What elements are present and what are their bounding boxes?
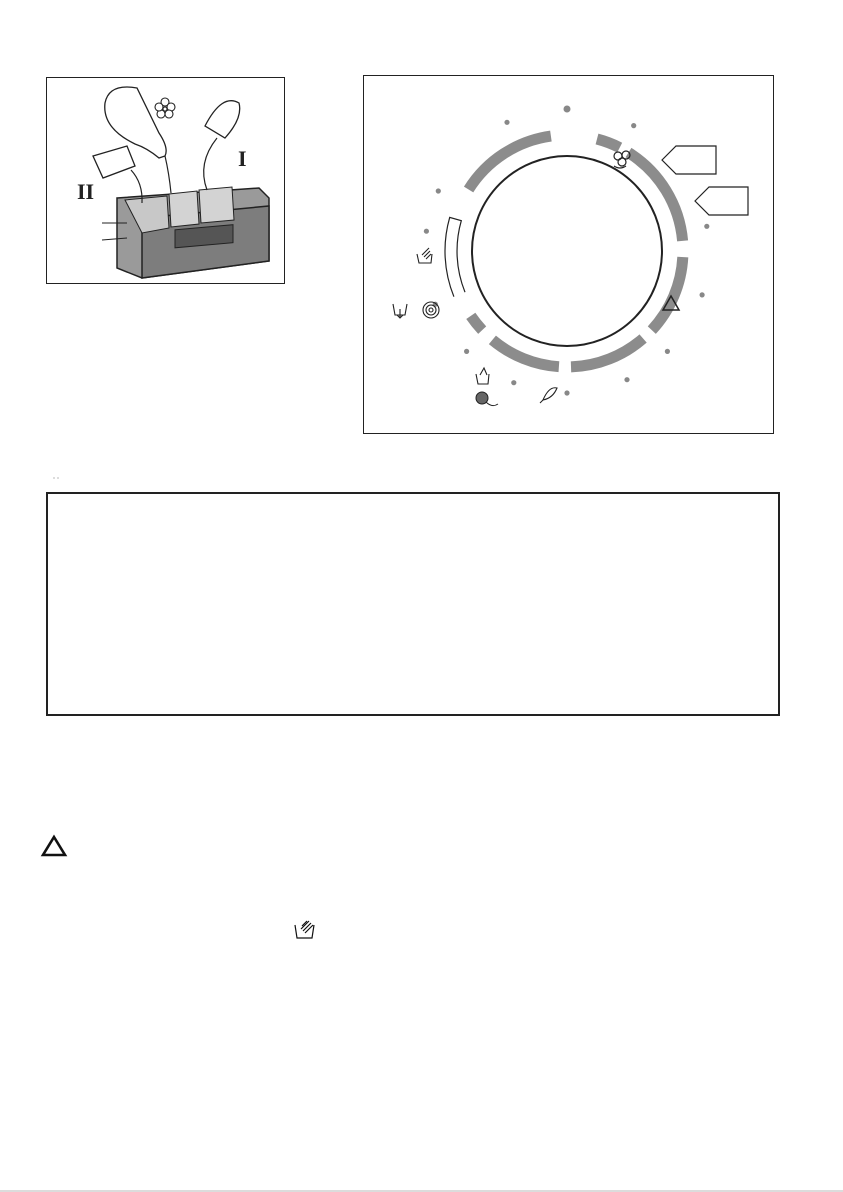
- dial-position-dot: [624, 377, 629, 382]
- rinse-icon: [417, 248, 432, 263]
- dial-ring: [472, 156, 662, 346]
- dial-segment: [571, 339, 643, 367]
- rinse-segment-outline: [445, 217, 465, 296]
- compartment-label-ii: II: [77, 179, 95, 204]
- program-dial: [364, 76, 775, 435]
- note-box: [46, 492, 780, 716]
- drawer-figure: [46, 77, 285, 284]
- spin-icon: [423, 302, 439, 318]
- dial-position-dot: [704, 224, 709, 229]
- dial-segment: [597, 139, 620, 148]
- dial-segment: [469, 136, 551, 189]
- scan-artifact: [52, 476, 60, 480]
- handwash-icon: [476, 368, 489, 384]
- dial-position-dot: [436, 188, 441, 193]
- temperature-tag-bottom: [695, 187, 748, 215]
- wool-icon: [476, 392, 498, 406]
- triangle-warning-icon: [40, 833, 68, 859]
- dial-segment: [652, 257, 683, 330]
- dial-position-dot: [511, 380, 516, 385]
- dial-position-dot: [504, 120, 509, 125]
- dial-position-dot: [564, 390, 569, 395]
- dial-position-dot: [424, 229, 429, 234]
- dial-position-dot: [464, 349, 469, 354]
- drawer-illustration: [47, 78, 286, 285]
- delicate-icon: [540, 388, 557, 403]
- program-dial-figure: [363, 75, 774, 434]
- flower-icon: [155, 98, 175, 118]
- rinse-icon: [291, 917, 319, 941]
- drain-icon: [393, 304, 407, 318]
- cotton-icon: [614, 151, 630, 168]
- dial-position-dot: [700, 292, 705, 297]
- compartment-label-i: I: [238, 146, 247, 171]
- dial-position-dot: [665, 349, 670, 354]
- temperature-tag-top: [662, 146, 716, 174]
- dial-position-dot: [564, 106, 571, 113]
- dial-segment: [471, 316, 482, 330]
- dial-position-dot: [631, 123, 636, 128]
